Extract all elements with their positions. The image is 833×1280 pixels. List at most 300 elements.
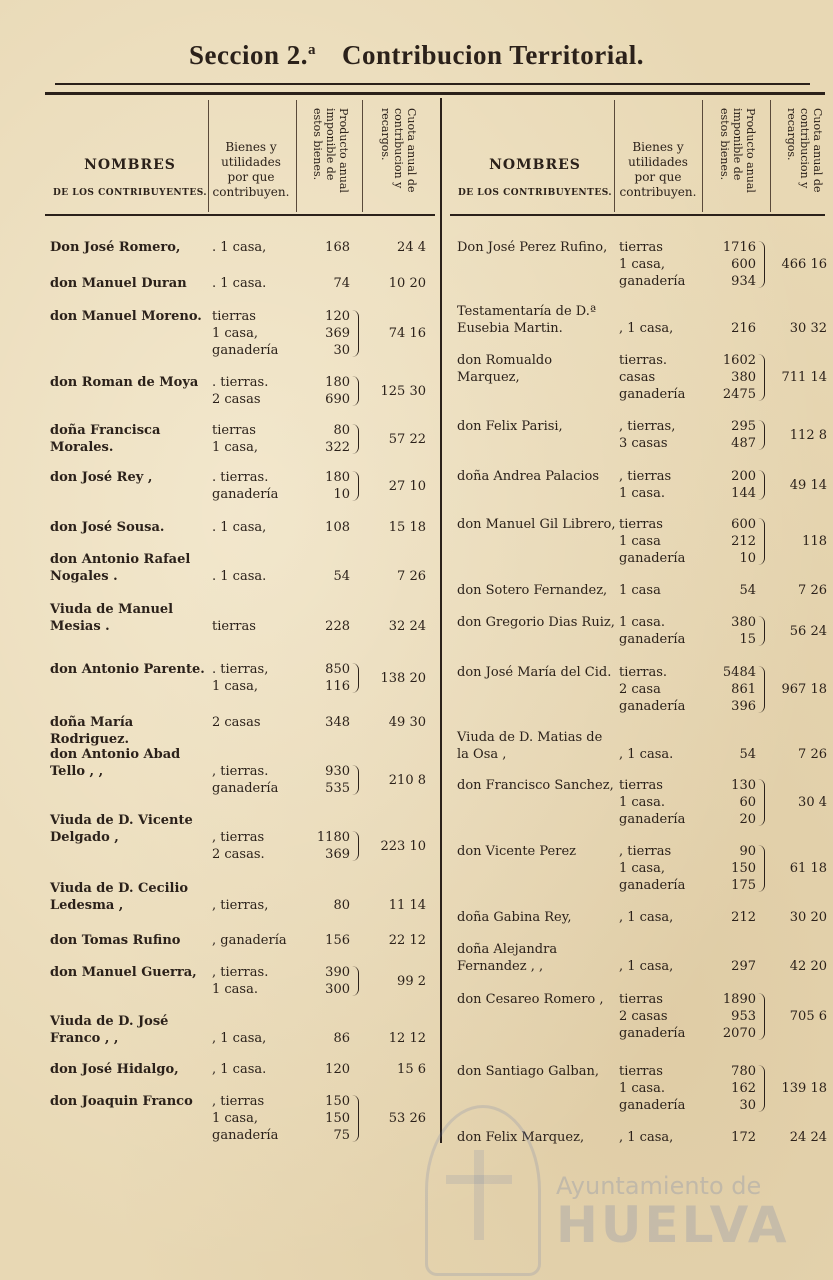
- product-value: 144: [731, 486, 756, 501]
- product-value: 54: [739, 747, 756, 762]
- product-value: 1180: [316, 830, 350, 845]
- product-values: [304, 661, 350, 695]
- property-item: ganadería: [212, 1128, 279, 1143]
- property-item: , 1 casa,: [619, 959, 674, 974]
- property-item: . 1 casa.: [212, 276, 267, 291]
- property-list: [212, 469, 278, 503]
- property-list: [212, 308, 278, 359]
- property-list: [619, 777, 685, 828]
- property-list: [212, 239, 266, 256]
- product-values: [304, 964, 350, 998]
- product-value: 228: [325, 619, 350, 634]
- product-values: [304, 714, 350, 731]
- grouping-brace: [352, 831, 359, 861]
- property-list: [212, 897, 268, 914]
- cuota-value: 10 20: [388, 276, 426, 291]
- cuota-value: 56 24: [789, 623, 827, 639]
- product-values: [710, 582, 756, 599]
- property-list: [212, 829, 265, 863]
- property-item: tierras: [212, 309, 256, 324]
- cuota-value: 42 20: [789, 959, 827, 974]
- top-rule: [55, 83, 810, 85]
- product-value: 300: [325, 982, 350, 997]
- product-value: 80: [333, 898, 350, 913]
- product-value: 1602: [722, 353, 756, 368]
- page-title: [0, 40, 833, 71]
- property-list: [212, 422, 258, 456]
- property-list: [212, 568, 266, 585]
- property-item: 1 casa.: [619, 486, 665, 501]
- property-item: 2 casas: [619, 1009, 668, 1024]
- contributor-name: don Manuel Gil Librero,: [457, 517, 616, 532]
- contributor-name: don Antonio Parente.: [50, 662, 205, 677]
- property-item: tierras: [212, 423, 256, 438]
- product-value: 86: [333, 1031, 350, 1046]
- property-list: [212, 763, 278, 797]
- property-item: 1 casa.: [619, 615, 665, 630]
- property-item: 2 casa: [619, 682, 661, 697]
- property-list: [619, 1063, 685, 1114]
- watermark-ayuntamiento: Ayuntamiento de: [556, 1172, 762, 1200]
- product-values: [710, 352, 756, 403]
- product-value: 116: [325, 679, 350, 694]
- header-sep: [208, 100, 209, 212]
- property-list: [619, 516, 685, 567]
- property-item: . 1 casa.: [212, 569, 267, 584]
- property-item: 1 casa,: [212, 440, 258, 455]
- product-values: [710, 418, 756, 452]
- product-value: 850: [325, 662, 350, 677]
- product-value: 487: [731, 436, 756, 451]
- property-item: ganadería: [619, 1026, 686, 1041]
- cuota-value: 57 22: [388, 431, 426, 447]
- product-value: 108: [325, 520, 350, 535]
- product-values: [710, 991, 756, 1042]
- contributor-name: doña María Rodriguez.: [50, 715, 134, 747]
- seccion-label: Seccion 2.$^a$: [189, 40, 316, 70]
- property-item: 1 casa,: [212, 326, 258, 341]
- header-nombres-right: [455, 158, 615, 200]
- cuota-value: 112 8: [789, 427, 827, 443]
- contributor-name: don Tomas Rufino: [50, 933, 181, 948]
- cuota-value: 210 8: [388, 772, 426, 788]
- property-item: 1 casa,: [619, 257, 665, 272]
- product-values: [710, 909, 756, 926]
- product-value: 200: [731, 469, 756, 484]
- product-values: [304, 568, 350, 585]
- property-item: . 1 casa,: [212, 240, 267, 255]
- header-producto-left: Producto anual imponible de estos bienes.: [311, 108, 350, 193]
- product-values: [710, 516, 756, 567]
- product-value: 75: [333, 1128, 350, 1143]
- property-list: [619, 582, 661, 599]
- contributor-name: Don José Perez Rufino,: [457, 240, 608, 255]
- cuota-value: 705 6: [789, 1009, 827, 1024]
- header-bienes-left: Bienes y utilidades por que contribuyen.: [212, 140, 290, 199]
- cuota-value: 24 4: [397, 240, 426, 255]
- property-item: ganadería: [619, 878, 686, 893]
- cuota-value: 74 16: [388, 326, 426, 341]
- property-item: 1 casa.: [212, 982, 258, 997]
- product-value: 861: [731, 682, 756, 697]
- property-item: , tierras: [619, 844, 672, 859]
- grouping-brace: [758, 241, 765, 288]
- watermark-cross-vertical: [474, 1150, 484, 1240]
- product-value: 15: [739, 632, 756, 647]
- property-item: ganadería: [619, 699, 686, 714]
- grouping-brace: [758, 779, 765, 826]
- contributor-name: Testamentaría de D.ª Eusebia Martin.: [457, 304, 597, 336]
- property-list: [619, 614, 685, 648]
- property-item: , tierras,: [212, 898, 269, 913]
- product-value: 535: [325, 781, 350, 796]
- property-item: ganadería: [212, 781, 279, 796]
- product-value: 396: [731, 699, 756, 714]
- property-list: [212, 964, 268, 998]
- property-item: casas: [619, 370, 656, 385]
- column-divider: [440, 98, 442, 1143]
- contributor-name: don José Hidalgo,: [50, 1062, 179, 1077]
- grouping-brace: [758, 845, 765, 892]
- product-value: 120: [325, 309, 350, 324]
- product-value: 54: [739, 583, 756, 598]
- header-sep: [362, 100, 363, 212]
- cuota-value: 138 20: [380, 670, 426, 686]
- property-item: tierras: [619, 1064, 663, 1079]
- contributor-name: don Sotero Fernandez,: [457, 583, 608, 598]
- product-value: 390: [325, 965, 350, 980]
- cuota-value: 466 16: [781, 257, 827, 272]
- product-values: [304, 829, 350, 863]
- contributor-name: don José Sousa.: [50, 520, 165, 535]
- contributor-name: doña Francisca Morales.: [50, 423, 161, 455]
- header-producto-right: Producto anual imponible de estos bienes.: [718, 108, 757, 193]
- product-value: 297: [731, 959, 756, 974]
- product-value: 150: [325, 1094, 350, 1109]
- property-item: tierras: [619, 517, 663, 532]
- contributor-name: doña Andrea Palacios: [457, 469, 600, 484]
- product-value: 30: [739, 1098, 756, 1113]
- header-sep: [296, 100, 297, 212]
- product-value: 130: [731, 778, 756, 793]
- contributor-name: Viuda de D. Matias de la Osa ,: [457, 730, 603, 762]
- product-value: 120: [325, 1062, 350, 1077]
- product-value: 30: [333, 343, 350, 358]
- grouping-brace: [758, 1065, 765, 1112]
- property-item: , tierras: [212, 1094, 265, 1109]
- property-item: , 1 casa.: [212, 1062, 267, 1077]
- grouping-brace: [758, 666, 765, 713]
- contributor-name: don Romualdo Marquez,: [457, 353, 553, 385]
- product-value: 74: [333, 276, 350, 291]
- product-values: [304, 308, 350, 359]
- contributor-name: don Cesareo Romero ,: [457, 992, 604, 1007]
- product-value: 54: [333, 569, 350, 584]
- product-values: [710, 746, 756, 763]
- product-values: [304, 374, 350, 408]
- product-values: [304, 763, 350, 797]
- property-item: . 1 casa,: [212, 520, 267, 535]
- cuota-value: 967 18: [781, 682, 827, 697]
- property-item: 3 casas: [619, 436, 668, 451]
- contributor-name: don José María del Cid.: [457, 665, 612, 680]
- property-item: 1 casa,: [212, 1111, 258, 1126]
- header-rule-left: [45, 214, 435, 216]
- property-item: , 1 casa.: [619, 747, 674, 762]
- contributor-name: don Felix Marquez,: [457, 1130, 585, 1145]
- product-value: 934: [731, 274, 756, 289]
- cuota-value: 27 10: [388, 478, 426, 494]
- product-value: 780: [731, 1064, 756, 1079]
- property-item: . tierras,: [212, 662, 269, 677]
- property-item: , 1 casa,: [212, 1031, 267, 1046]
- product-values: [304, 1061, 350, 1078]
- property-list: [619, 418, 675, 452]
- property-item: ganadería: [212, 343, 279, 358]
- property-list: [212, 618, 256, 635]
- property-item: ganadería: [212, 487, 279, 502]
- cuota-value: 7 26: [798, 583, 827, 598]
- contributor-name: don Manuel Moreno.: [50, 309, 202, 324]
- product-value: 1890: [722, 992, 756, 1007]
- product-values: [304, 618, 350, 635]
- contributor-name: Viuda de D. José Franco , ,: [50, 1014, 169, 1046]
- product-values: [710, 614, 756, 648]
- property-item: , tierras: [212, 830, 265, 845]
- product-value: 156: [325, 933, 350, 948]
- product-values: [710, 239, 756, 290]
- cuota-value: 139 18: [781, 1081, 827, 1096]
- product-value: 2070: [722, 1026, 756, 1041]
- product-values: [304, 519, 350, 536]
- property-list: [619, 468, 671, 502]
- property-item: , 1 casa,: [619, 1130, 674, 1145]
- property-item: , ganadería: [212, 933, 287, 948]
- header-sep: [770, 100, 771, 212]
- property-list: [619, 843, 685, 894]
- grouping-brace: [352, 765, 359, 795]
- product-values: [304, 275, 350, 292]
- property-list: [212, 275, 266, 292]
- product-value: 212: [731, 534, 756, 549]
- cuota-value: 15 18: [388, 520, 426, 535]
- product-value: 295: [731, 419, 756, 434]
- header-rule-right: [450, 214, 825, 216]
- contributor-name: don Manuel Duran: [50, 276, 187, 291]
- product-values: [304, 897, 350, 914]
- property-list: [619, 746, 673, 763]
- grouping-brace: [352, 966, 359, 996]
- property-list: [619, 320, 673, 337]
- property-item: . tierras.: [212, 375, 269, 390]
- grouping-brace: [352, 424, 359, 454]
- product-values: [304, 1030, 350, 1047]
- cuota-value: 22 12: [388, 933, 426, 948]
- property-item: , 1 casa,: [619, 321, 674, 336]
- property-item: 1 casa,: [619, 861, 665, 876]
- contributor-name: don Francisco Sanchez,: [457, 778, 614, 793]
- property-item: , 1 casa,: [619, 910, 674, 925]
- contribucion-title: Contribucion Territorial.: [342, 40, 644, 70]
- property-item: , tierras.: [212, 965, 269, 980]
- product-values: [710, 468, 756, 502]
- product-value: 1716: [722, 240, 756, 255]
- cuota-value: 61 18: [789, 861, 827, 876]
- property-list: [619, 352, 685, 403]
- property-list: [212, 519, 266, 536]
- contributor-name: doña Gabina Rey,: [457, 910, 572, 925]
- header-nombres-left: [50, 158, 210, 200]
- property-item: tierras: [619, 778, 663, 793]
- contributor-name: Viuda de D. Cecilio Ledesma ,: [50, 881, 189, 913]
- property-list: [212, 1093, 278, 1144]
- product-value: 150: [325, 1111, 350, 1126]
- contributor-name: don Roman de Moya: [50, 375, 199, 390]
- header-cuota-left: Cuota anual de contribucion y recargos.: [379, 108, 418, 193]
- grouping-brace: [758, 354, 765, 401]
- property-list: [212, 1030, 266, 1047]
- header-nombres-title: NOMBRES: [489, 157, 581, 173]
- cuota-value: 125 30: [380, 383, 426, 399]
- product-value: 322: [325, 440, 350, 455]
- product-value: 600: [731, 517, 756, 532]
- product-values: [304, 469, 350, 503]
- product-values: [710, 777, 756, 828]
- cuota-value: 32 24: [388, 619, 426, 634]
- top-rule-thick: [45, 92, 825, 95]
- product-value: 216: [731, 321, 756, 336]
- product-value: 175: [731, 878, 756, 893]
- product-value: 380: [731, 615, 756, 630]
- property-list: [619, 909, 673, 926]
- product-value: 172: [731, 1130, 756, 1145]
- property-item: 2 casas: [212, 392, 261, 407]
- property-list: [212, 1061, 266, 1078]
- cuota-value: 7 26: [798, 747, 827, 762]
- property-item: ganadería: [619, 812, 686, 827]
- product-values: [710, 1063, 756, 1114]
- contributor-name: don Gregorio Dias Ruiz,: [457, 615, 615, 630]
- header-bienes-right: Bienes y utilidades por que contribuyen.: [619, 140, 697, 199]
- contributor-name: don José Rey ,: [50, 470, 153, 485]
- cuota-value: 53 26: [388, 1111, 426, 1126]
- header-contribuyentes: DE LOS CONTRIBUYENTES.: [457, 188, 613, 198]
- header-cuota-right: Cuota anual de contribucion y recargos.: [785, 108, 824, 193]
- watermark-huelva: HUELVA: [556, 1196, 790, 1254]
- property-list: [619, 239, 685, 290]
- contributor-name: don Felix Parisi,: [457, 419, 563, 434]
- property-item: tierras: [619, 240, 663, 255]
- cuota-value: 15 6: [397, 1062, 426, 1077]
- product-value: 600: [731, 257, 756, 272]
- contributor-name: don Vicente Perez: [457, 844, 576, 859]
- property-list: [619, 1129, 673, 1146]
- cuota-value: 99 2: [397, 973, 426, 989]
- grouping-brace: [352, 1095, 359, 1142]
- product-value: 150: [731, 861, 756, 876]
- grouping-brace: [352, 310, 359, 357]
- contributor-name: Viuda de Manuel Mesias .: [50, 602, 174, 634]
- product-values: [304, 1093, 350, 1144]
- product-value: 20: [739, 812, 756, 827]
- property-item: , tierras: [619, 469, 672, 484]
- property-item: 1 casa.: [619, 795, 665, 810]
- property-item: ganadería: [619, 632, 686, 647]
- property-item: 2 casas.: [212, 847, 265, 862]
- contributor-name: doña Alejandra Fernandez , ,: [457, 942, 558, 974]
- product-values: [304, 422, 350, 456]
- contributor-name: don Antonio Rafael Nogales .: [50, 552, 191, 584]
- property-item: 1 casa: [619, 583, 661, 598]
- product-values: [710, 1129, 756, 1146]
- property-item: tierras: [619, 992, 663, 1007]
- product-value: 168: [325, 240, 350, 255]
- property-item: 1 casa,: [212, 679, 258, 694]
- grouping-brace: [758, 518, 765, 565]
- cuota-value: 49 14: [789, 477, 827, 493]
- cuota-value: 711 14: [781, 370, 827, 385]
- property-item: ganadería: [619, 551, 686, 566]
- property-item: 2 casas: [212, 715, 261, 730]
- contributor-name: Viuda de D. Vicente Delgado ,: [50, 813, 193, 845]
- product-value: 10: [739, 551, 756, 566]
- property-list: [619, 991, 685, 1042]
- cuota-value: 118: [802, 534, 827, 549]
- property-item: ganadería: [619, 274, 686, 289]
- header-sep: [702, 100, 703, 212]
- grouping-brace: [758, 420, 765, 450]
- property-list: [212, 374, 268, 408]
- product-value: 90: [739, 844, 756, 859]
- property-item: tierras.: [619, 665, 668, 680]
- property-item: tierras: [212, 619, 256, 634]
- property-item: . tierras.: [212, 470, 269, 485]
- grouping-brace: [352, 376, 359, 406]
- property-item: tierras.: [619, 353, 668, 368]
- product-value: 180: [325, 470, 350, 485]
- property-list: [619, 664, 685, 715]
- product-value: 953: [731, 1009, 756, 1024]
- product-value: 369: [325, 847, 350, 862]
- cuota-value: 12 12: [388, 1031, 426, 1046]
- product-value: 80: [333, 423, 350, 438]
- cuota-value: 7 26: [397, 569, 426, 584]
- property-item: 1 casa: [619, 534, 661, 549]
- product-values: [710, 320, 756, 337]
- product-value: 60: [739, 795, 756, 810]
- header-contribuyentes: DE LOS CONTRIBUYENTES.: [52, 188, 208, 198]
- property-item: , tierras,: [619, 419, 676, 434]
- contributor-name: Don José Romero,: [50, 240, 181, 255]
- product-values: [710, 843, 756, 894]
- product-value: 180: [325, 375, 350, 390]
- product-value: 162: [731, 1081, 756, 1096]
- property-item: ganadería: [619, 387, 686, 402]
- grouping-brace: [758, 993, 765, 1040]
- product-value: 212: [731, 910, 756, 925]
- header-nombres-title: NOMBRES: [84, 157, 176, 173]
- watermark-cross-horizontal: [446, 1175, 512, 1184]
- cuota-value: 49 30: [388, 715, 426, 730]
- cuota-value: 30 4: [798, 795, 827, 810]
- product-value: 10: [333, 487, 350, 502]
- product-value: 369: [325, 326, 350, 341]
- grouping-brace: [352, 663, 359, 693]
- property-list: [212, 661, 268, 695]
- property-item: 1 casa.: [619, 1081, 665, 1096]
- contributor-name: don Joaquin Franco: [50, 1094, 193, 1109]
- product-value: 930: [325, 764, 350, 779]
